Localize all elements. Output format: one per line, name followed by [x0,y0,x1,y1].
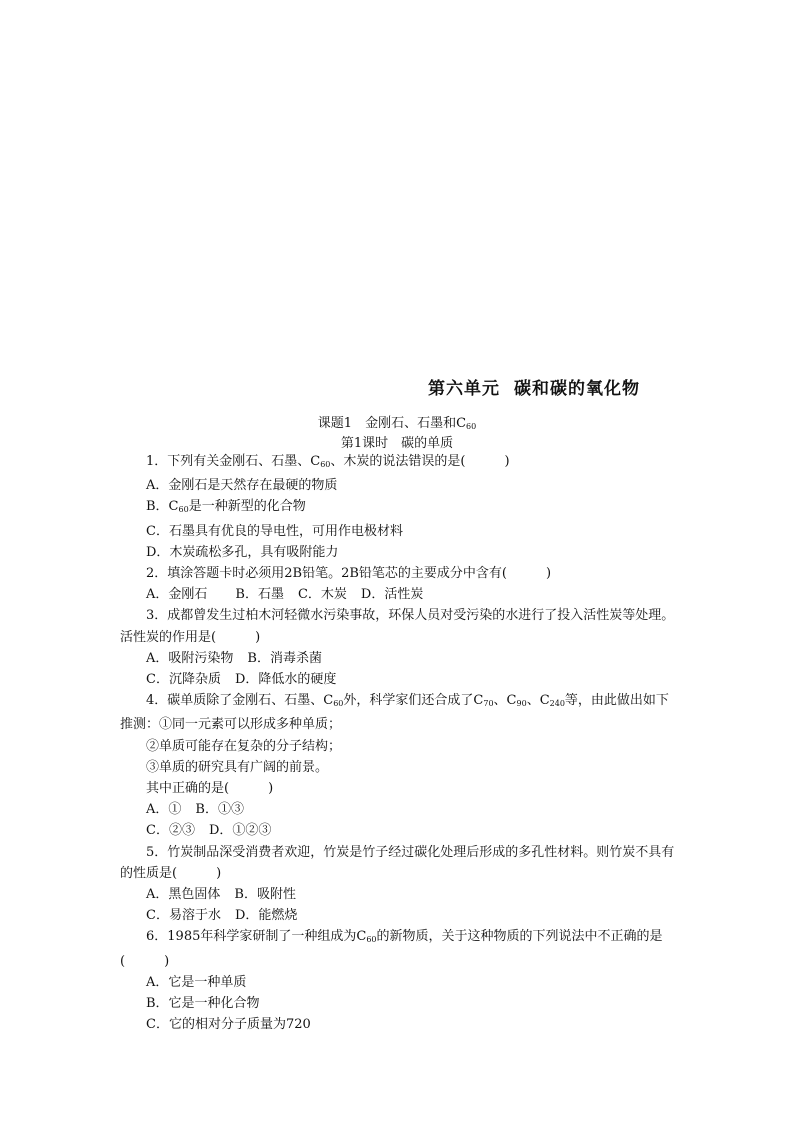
question-5-options-cd [120,905,676,926]
question-5-option-a: A．黑色固体 [146,887,221,903]
question-2-option-c: C．木炭 [297,587,347,603]
question-2-options [120,584,676,605]
question-1-option-c: C．石墨具有优良的导电性，可用作电极材料 [146,523,403,539]
question-3-stem: 3．成都曾发生过柏木河轻微水污染事故，环保人员对受污染的水进行了投入活性炭等处理。活性炭的作用是( ) [120,608,675,645]
question-6-option-a: A．它是一种单质 [146,974,247,990]
question-5-options-ab [120,884,676,905]
question-2-option-b: B．石墨 [235,587,284,603]
question-6-option-b: B．它是一种化合物 [146,996,260,1012]
question-4-line-3: ③单质的研究具有广阔的前景。 [146,759,329,775]
question-4-option-c: C．②③ [146,823,195,839]
unit-topic: 碳和碳的氧化物 [514,379,640,399]
question-3-option-c: C．沉降杂质 [146,672,221,688]
question-4-option-d: D．①②③ [208,823,272,839]
question-4-stem: 4．碳单质除了金刚石、石墨、$C_{60}$外，科学家们还合成了$C_{70}$、$C_{90}$、$C_{240}$等，由此做出如下推测：①同一元素可以形成多种单质； [120,693,669,733]
question-4-option-b: B．①③ [195,802,244,818]
question-5-option-b: B．吸附性 [234,887,296,903]
lesson-title: 课题1 金刚石、石墨和$C_{60}$ [317,416,477,431]
question-3-option-d: D．降低水的硬度 [234,672,337,688]
question-4-option-a: A．① [146,802,182,818]
unit-title [428,374,728,399]
question-3-options-cd [120,669,676,690]
question-5-stem: 5．竹炭制品深受消费者欢迎，竹炭是竹子经过碳化处理后形成的多孔性材料。则竹炭不具有的性质是( ) [120,844,675,881]
question-3-option-a: A．吸附污染物 [146,650,234,666]
question-4-line-2: ②单质可能存在复杂的分子结构； [146,738,342,754]
question-1-option-a: A．金刚石是天然存在最硬的物质 [146,478,338,494]
question-5-option-c: C．易溶于水 [146,908,221,924]
question-3-option-b: B．消毒杀菌 [247,650,322,666]
question-1-option-b: B．$C_{60}$是一种新型的化合物 [146,499,306,515]
question-4-ask: 其中正确的是( ) [146,781,274,797]
period-title: 第1课时 碳的单质 [340,436,454,451]
question-1-stem: 1．下列有关金刚石、石墨、$C_{60}$、木炭的说法错误的是( ) [146,454,510,469]
question-3-options-ab [120,648,676,669]
unit-number: 第六单元 [428,379,500,399]
question-6-option-c: C．它的相对分子质量为720 [146,1017,311,1033]
question-4-options-ab [120,799,676,820]
question-2-stem: 2．填涂答题卡时必须用2B铅笔。2B铅笔芯的主要成分中含有( ) [146,566,552,582]
question-5-option-d: D．能燃烧 [234,908,298,924]
question-6-stem: 6．1985年科学家研制了一种组成为$C_{60}$的新物质，关于这种物质的下列说法中不正确的是( ) [120,929,663,969]
question-2-option-a: A．金刚石 [146,587,208,603]
question-4-options-cd [120,820,676,841]
question-list [120,451,676,1035]
question-1-option-d: D．木炭疏松多孔，具有吸附能力 [146,544,339,560]
question-2-option-d: D．活性炭 [360,587,424,603]
